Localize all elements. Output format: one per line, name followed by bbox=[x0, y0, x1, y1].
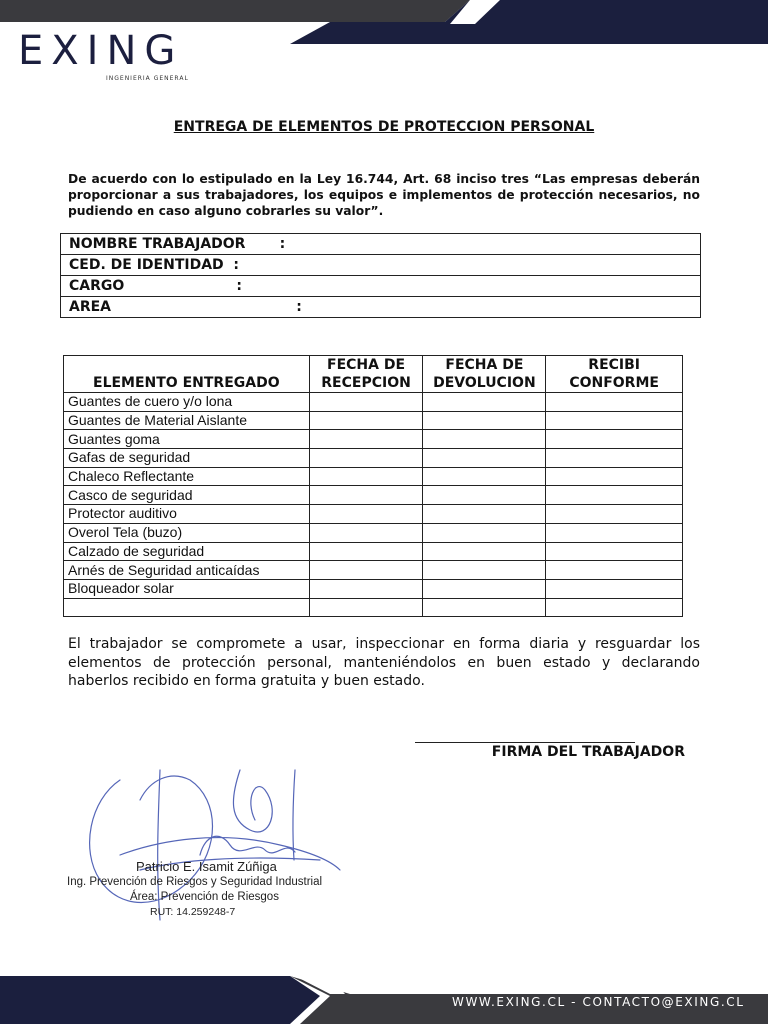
item-name: Bloqueador solar bbox=[64, 579, 310, 598]
info-field-role[interactable]: CARGO : bbox=[61, 276, 701, 297]
received-ok-cell[interactable] bbox=[546, 561, 683, 580]
item-name bbox=[64, 598, 310, 617]
info-field-area[interactable]: AREA : bbox=[61, 297, 701, 318]
received-ok-cell[interactable] bbox=[546, 393, 683, 412]
reception-date-cell[interactable] bbox=[309, 579, 423, 598]
item-name: Casco de seguridad bbox=[64, 486, 310, 505]
received-ok-cell[interactable] bbox=[546, 467, 683, 486]
return-date-cell[interactable] bbox=[423, 561, 546, 580]
stamp-area: Área: Prevención de Riesgos bbox=[130, 891, 279, 903]
reception-date-cell[interactable] bbox=[309, 486, 423, 505]
footer-contact[interactable]: WWW.EXING.CL - CONTACTO@EXING.CL bbox=[452, 995, 745, 1009]
document-title: ENTREGA DE ELEMENTOS DE PROTECCION PERSONAL bbox=[173, 119, 595, 135]
return-date-cell[interactable] bbox=[423, 523, 546, 542]
return-date-cell[interactable] bbox=[423, 542, 546, 561]
return-date-cell[interactable] bbox=[423, 598, 546, 617]
reception-date-cell[interactable] bbox=[309, 411, 423, 430]
received-ok-cell[interactable] bbox=[546, 486, 683, 505]
info-row-role bbox=[61, 276, 701, 297]
table-row bbox=[64, 411, 683, 430]
signature-label: FIRMA DEL TRABAJADOR bbox=[491, 744, 685, 760]
received-ok-cell[interactable] bbox=[546, 505, 683, 524]
item-name: Protector auditivo bbox=[64, 505, 310, 524]
stamp-role: Ing. Prevención de Riesgos y Seguridad Industrial bbox=[67, 876, 323, 888]
reception-date-cell[interactable] bbox=[309, 561, 423, 580]
return-date-cell[interactable] bbox=[423, 449, 546, 468]
table-row bbox=[64, 542, 683, 561]
item-name: Calzado de seguridad bbox=[64, 542, 310, 561]
header-gray-band bbox=[0, 0, 470, 22]
item-name: Chaleco Reflectante bbox=[64, 467, 310, 486]
reception-date-cell[interactable] bbox=[309, 542, 423, 561]
return-date-cell[interactable] bbox=[423, 411, 546, 430]
reception-date-cell[interactable] bbox=[309, 505, 423, 524]
reception-date-cell[interactable] bbox=[309, 523, 423, 542]
reception-date-cell[interactable] bbox=[309, 393, 423, 412]
worker-info-table bbox=[60, 233, 701, 318]
table-row bbox=[64, 523, 683, 542]
header-element: ELEMENTO ENTREGADO bbox=[64, 356, 310, 393]
item-name: Guantes de Material Aislante bbox=[64, 411, 310, 430]
table-row bbox=[64, 486, 683, 505]
stamp-name: Patricio E. Isamit Zúñiga bbox=[136, 859, 277, 874]
header-received-ok: RECIBI CONFORME bbox=[546, 356, 683, 393]
company-logo-subtitle: INGENIERIA GENERAL bbox=[106, 75, 189, 82]
reception-date-cell[interactable] bbox=[309, 598, 423, 617]
handwritten-signature bbox=[80, 760, 360, 930]
stamp-rut: RUT: 14.259248-7 bbox=[150, 906, 236, 918]
return-date-cell[interactable] bbox=[423, 393, 546, 412]
ppe-items-table bbox=[63, 355, 683, 617]
return-date-cell[interactable] bbox=[423, 430, 546, 449]
reception-date-cell[interactable] bbox=[309, 467, 423, 486]
table-row bbox=[64, 561, 683, 580]
table-row bbox=[64, 579, 683, 598]
table-row bbox=[64, 505, 683, 524]
info-field-name[interactable]: NOMBRE TRABAJADOR : bbox=[61, 234, 701, 255]
header-return-date: FECHA DE DEVOLUCION bbox=[423, 356, 546, 393]
table-row bbox=[64, 467, 683, 486]
table-row bbox=[64, 598, 683, 617]
info-field-id[interactable]: CED. DE IDENTIDAD : bbox=[61, 255, 701, 276]
item-name: Guantes de cuero y/o lona bbox=[64, 393, 310, 412]
received-ok-cell[interactable] bbox=[546, 542, 683, 561]
table-row bbox=[64, 393, 683, 412]
info-row-name bbox=[61, 234, 701, 255]
received-ok-cell[interactable] bbox=[546, 523, 683, 542]
item-name: Guantes goma bbox=[64, 430, 310, 449]
reception-date-cell[interactable] bbox=[309, 430, 423, 449]
info-row-area bbox=[61, 297, 701, 318]
received-ok-cell[interactable] bbox=[546, 449, 683, 468]
received-ok-cell[interactable] bbox=[546, 598, 683, 617]
received-ok-cell[interactable] bbox=[546, 411, 683, 430]
company-logo: EXING bbox=[18, 28, 184, 74]
return-date-cell[interactable] bbox=[423, 486, 546, 505]
table-header-row bbox=[64, 356, 683, 393]
footer-navy-band bbox=[0, 976, 320, 1024]
item-name: Overol Tela (buzo) bbox=[64, 523, 310, 542]
received-ok-cell[interactable] bbox=[546, 579, 683, 598]
table-row bbox=[64, 449, 683, 468]
info-row-id bbox=[61, 255, 701, 276]
item-name: Arnés de Seguridad anticaídas bbox=[64, 561, 310, 580]
return-date-cell[interactable] bbox=[423, 579, 546, 598]
return-date-cell[interactable] bbox=[423, 505, 546, 524]
return-date-cell[interactable] bbox=[423, 467, 546, 486]
signature-line bbox=[415, 742, 635, 743]
intro-paragraph: De acuerdo con lo estipulado en la Ley 16.744, Art. 68 inciso tres “Las empresas deberán proporcionar a sus trabajadores, los equipos e implementos de protección necesarios, no pudiendo en caso alguno cobrarles su valor”. bbox=[68, 172, 700, 218]
reception-date-cell[interactable] bbox=[309, 449, 423, 468]
table-body bbox=[64, 393, 683, 617]
table-row bbox=[64, 430, 683, 449]
commitment-paragraph: El trabajador se compromete a usar, inspeccionar en forma diaria y resguardar los elementos de protección personal, manteniéndolos en buen estado y declarando haberlos recibido en forma gratuita y buen estado. bbox=[68, 636, 700, 689]
item-name: Gafas de seguridad bbox=[64, 449, 310, 468]
header-reception-date: FECHA DE RECEPCION bbox=[309, 356, 423, 393]
received-ok-cell[interactable] bbox=[546, 430, 683, 449]
